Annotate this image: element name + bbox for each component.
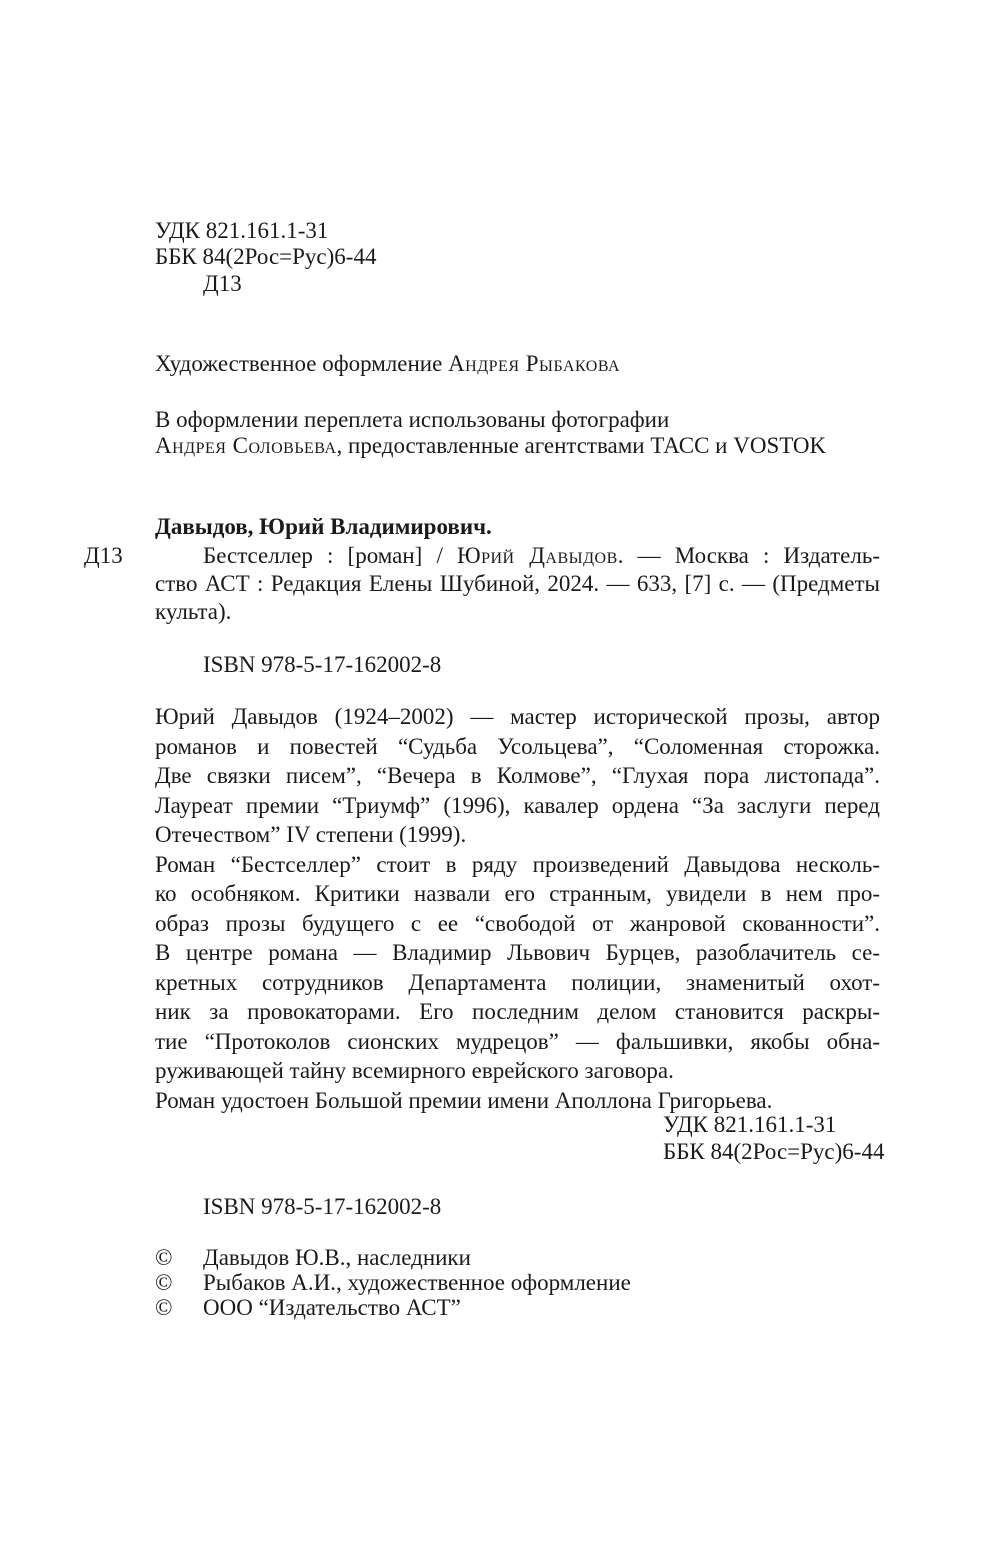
photo-credit-line1: В оформлении переплета использованы фотографии — [155, 407, 670, 432]
copyright-holder: Давыдов Ю.В., наследники — [203, 1245, 471, 1270]
annotation-line: В центре романа — Владимир Львович Бурцев, разоблачитель се- — [155, 940, 880, 965]
copyright-symbol: © — [155, 1295, 173, 1320]
catalog-line: ство АСТ : Редакция Елены Шубиной, 2024. — 633, [7] с. — (Предметы — [155, 571, 880, 596]
annotation-line: ник за провокаторами. Его последним делом становится раскры- — [155, 999, 880, 1024]
copyright-holder: Рыбаков А.И., художественное оформление — [203, 1270, 631, 1295]
copyright-symbol: © — [155, 1270, 173, 1295]
author-mark-top: Д13 — [203, 271, 242, 296]
annotation-line: тие “Протоколов сионских мудрецов” — фальшивки, якобы обна- — [155, 1028, 880, 1054]
annotation-line: ко особняком. Критики назвали его странным, увидели в нем про- — [155, 881, 880, 906]
annotation-line: Отечеством” IV степени (1999). — [155, 822, 467, 847]
copyright-symbol: © — [155, 1245, 173, 1270]
copyright-holder: ООО “Издательство АСТ” — [203, 1295, 461, 1320]
catalog-heading: Давыдов, Юрий Владимирович. — [155, 514, 492, 539]
isbn-bottom: ISBN 978-5-17-162002-8 — [203, 1194, 442, 1219]
art-credit: Художественное оформление Андрея Рыбакова — [155, 351, 621, 376]
udk-bottom: УДК 821.161.1-31 — [663, 1112, 837, 1137]
annotation-line: руживающей тайну всемирного еврейского заговора. — [155, 1058, 674, 1083]
udk-top: УДК 821.161.1-31 — [155, 218, 329, 243]
annotation-line: Лауреат премии “Триумф” (1996), кавалер ордена “За заслуги перед — [155, 792, 880, 818]
catalog-line: культа). — [155, 599, 232, 624]
annotation-line: Роман удостоен Большой премии имени Аполлона Григорьева. — [155, 1087, 773, 1113]
annotation-line: Две связки писем”, “Вечера в Колмове”, “Глухая пора листопада”. — [155, 763, 880, 788]
annotation-line: Роман “Бестселлер” стоит в ряду произведений Давыдова несколь- — [155, 851, 880, 877]
catalog-margin-mark: Д13 — [84, 543, 123, 568]
catalog-line: Бестселлер : [роман] / Юрий Давыдов. — Москва : Издатель- — [203, 543, 880, 568]
isbn-catalog: ISBN 978-5-17-162002-8 — [203, 652, 442, 677]
bbk-top: ББК 84(2Рос=Рус)6-44 — [155, 244, 377, 269]
annotation-line: кретных сотрудников Департамента полиции, знаменитый охот- — [155, 969, 880, 995]
annotation-line: романов и повестей “Судьба Усольцева”, “Соломенная сторожка. — [155, 733, 880, 759]
annotation-line: образ прозы будущего с ее “свободой от жанровой скованности”. — [155, 910, 880, 936]
bbk-bottom: ББК 84(2Рос=Рус)6-44 — [663, 1139, 885, 1164]
photo-credit-line2: Андрея Соловьева, предоставленные агентствами ТАСС и VOSTOK — [155, 433, 827, 458]
annotation-line: Юрий Давыдов (1924–2002) — мастер исторической прозы, автор — [155, 704, 880, 729]
